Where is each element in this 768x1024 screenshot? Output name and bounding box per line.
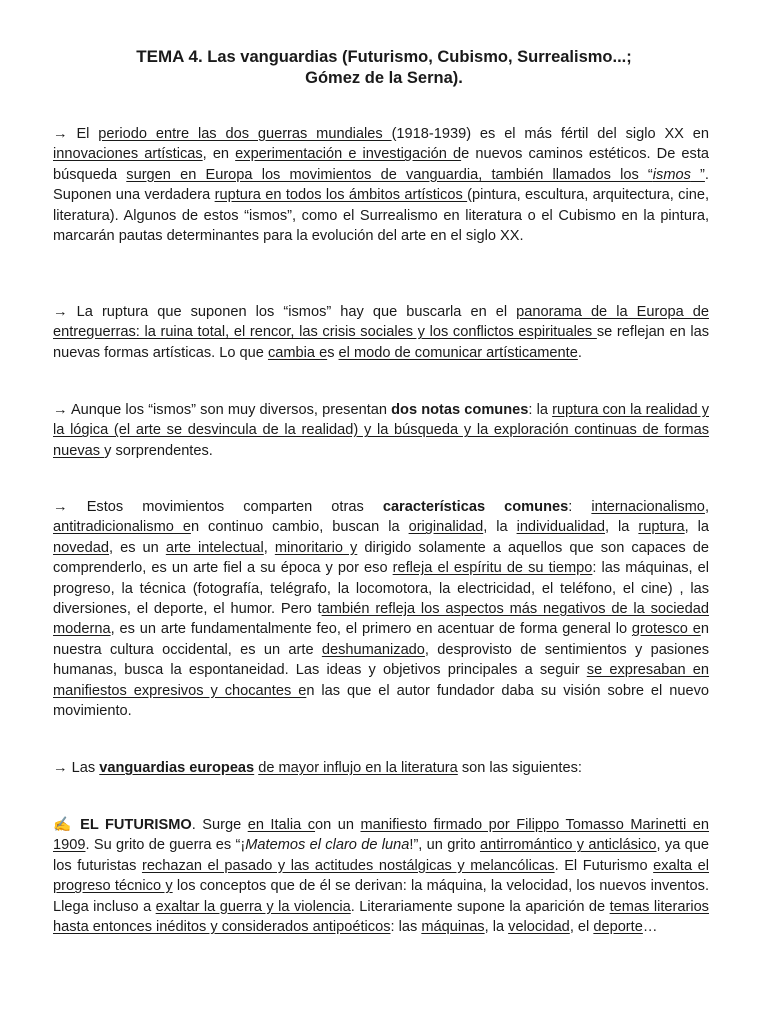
- title-line1: Las vanguardias (Futurismo, Cubismo, Surrealismo...;: [202, 48, 632, 66]
- text-span: surgen en Europa los movimientos de vanguardia, también llamados los “: [126, 166, 653, 183]
- text-span: . Literariamente supone la aparición de: [350, 898, 610, 915]
- text-span: Aunque los “ismos” son muy diversos, presentan: [70, 402, 392, 418]
- underlined-text: periodo entre las dos guerras mundiales: [98, 126, 392, 142]
- paragraph-futurismo: [53, 815, 709, 937]
- text-span: , ya que los futuristas: [53, 837, 709, 874]
- writing-hand-icon: ✍: [53, 817, 81, 833]
- text-span: , la: [483, 519, 517, 536]
- underlined-text: se expresaban en manifiestos expresivos y chocantes e: [53, 662, 709, 699]
- underlined-text: velocidad: [508, 919, 570, 936]
- text-span: (1918-1939) es el más fértil del siglo XX en: [391, 126, 710, 142]
- bold-text: EL FUTURISMO: [80, 817, 192, 833]
- underlined-text: ruptura: [638, 519, 685, 536]
- text-span: : las máquinas, el progreso, la técnica (fotografía, telégrafo, la locomotora, la electricidad, el teléfono, el cine) , las diversiones, el deporte, el humor. Pero t: [53, 560, 710, 618]
- text-span: ,: [704, 499, 709, 515]
- arrow-bullet-icon: →: [53, 304, 77, 320]
- underlined-text: antitradicionalismo e: [53, 519, 191, 536]
- paragraph-ruptura: [53, 302, 709, 363]
- underlined-text: originalidad: [408, 519, 484, 536]
- text-span: dirigido solamente a aquellos que son capaces de comprenderlo, es un arte fiel a su época y por eso: [53, 539, 709, 577]
- underlined-text: experimentación e investigación d: [235, 146, 462, 163]
- text-span: El: [76, 126, 99, 142]
- text-span: los conceptos que de él se derivan: la máquina, la velocidad, los nuevos inventos. Llega incluso a: [53, 878, 710, 915]
- paragraph-caracteristicas: [53, 497, 709, 721]
- text-span: , la: [605, 519, 639, 536]
- underlined-text: ruptura en todos los ámbitos artísticos: [214, 187, 468, 204]
- underlined-text: internacionalismo: [591, 499, 705, 515]
- title-line2: Gómez de la Serna).: [305, 69, 463, 87]
- underlined-text: panorama de la Europa de entreguerras: la ruina total, el rencor, las crisis sociales y los conflictos espirituales: [53, 304, 709, 341]
- text-span: : las: [390, 919, 422, 936]
- text-span: son las siguientes:: [457, 760, 582, 776]
- text-span: .: [577, 344, 582, 361]
- underlined-text: ambién refleja los aspectos más negativos de la sociedad moderna: [53, 601, 709, 638]
- arrow-bullet-icon: →: [53, 402, 71, 418]
- underlined-text: refleja el espíritu de su tiempo: [392, 560, 593, 577]
- underlined-text: arte intelectual: [165, 539, 264, 556]
- text-span: : la: [528, 402, 553, 418]
- paragraph-intro: [53, 124, 709, 246]
- arrow-bullet-icon: →: [53, 126, 77, 142]
- text-span: n continuo cambio, buscan la: [190, 519, 409, 536]
- italic-text: ismos: [652, 166, 691, 183]
- text-span: , es un arte fundamentalmente feo, el primero en acentuar de forma general lo: [110, 621, 632, 638]
- text-span: n las que el autor fundador daba su visión sobre el nuevo movimiento.: [53, 682, 709, 720]
- text-span: , en: [202, 146, 236, 163]
- underlined-text: grotesco e: [631, 621, 701, 638]
- underlined-text: deshumanizado: [321, 641, 425, 658]
- text-span: e nuevos caminos estéticos. De esta búsqueda: [53, 146, 709, 183]
- underlined-text: de mayor influjo en la literatura: [258, 760, 458, 776]
- italic-text: Matemos el claro de luna: [245, 837, 410, 854]
- underlined-text: innovaciones artísticas: [53, 146, 203, 163]
- text-span: . El Futurismo: [554, 857, 654, 874]
- page-title: [0, 46, 768, 89]
- underlined-text: exaltar la guerra y la violencia: [155, 898, 351, 915]
- underlined-text: rechazan el pasado y las actitudes nostálgicas y melancólicas: [141, 857, 555, 874]
- underlined-text: ruptura con la realidad y la lógica (el arte se desvincula de la realidad) y la búsqueda y la exploración continuas de formas nuevas: [53, 402, 709, 459]
- underlined-text: máquinas: [421, 919, 485, 936]
- text-span: s: [327, 344, 339, 361]
- text-span: . Suponen una verdadera: [53, 166, 709, 204]
- underlined-text: minoritario y: [274, 539, 358, 556]
- text-span: . Surge: [191, 817, 248, 833]
- paragraph-vanguardias-list-intro: [53, 758, 709, 778]
- underlined-text: temas literarios hasta entonces inéditos y considerados antipoéticos: [53, 898, 709, 936]
- text-span: …: [642, 919, 658, 936]
- underlined-text: antirromántico y anticlásico: [479, 837, 657, 854]
- bold-text: características comunes: [382, 499, 569, 515]
- text-span: ,: [263, 539, 275, 556]
- text-span: !”, un grito: [409, 837, 480, 854]
- bold-underlined-text: vanguardias europeas: [99, 760, 255, 776]
- text-span: Estos movimientos comparten otras: [86, 499, 383, 515]
- arrow-bullet-icon: →: [53, 499, 87, 515]
- text-span: n nuestra cultura occidental, es un arte: [53, 621, 709, 658]
- underlined-text: individualidad: [516, 519, 606, 536]
- underlined-text: cambia e: [267, 344, 328, 361]
- text-span: , la: [684, 519, 709, 536]
- underlined-text: en Italia c: [247, 817, 316, 833]
- underlined-text: manifiesto firmado por Filippo Tomasso Marinetti en 1909: [53, 817, 710, 854]
- text-span: y sorprendentes.: [104, 442, 213, 459]
- text-span: La ruptura que suponen los “ismos” hay que buscarla en el: [76, 304, 517, 320]
- text-span: , la: [484, 919, 509, 936]
- text-span: . Su grito de guerra es “¡: [85, 837, 246, 854]
- text-span: :: [568, 499, 592, 515]
- underlined-text: deporte: [593, 919, 643, 936]
- underlined-text: novedad: [53, 539, 109, 556]
- text-span: Las: [71, 760, 100, 776]
- text-span: on un: [315, 817, 361, 833]
- arrow-bullet-icon: →: [53, 760, 72, 776]
- text-span: se reflejan en las nuevas formas artísticas. Lo que: [53, 324, 709, 361]
- paragraph-notas-comunes: [53, 400, 709, 461]
- underlined-text: [126, 167, 705, 183]
- text-span: , desprovisto de sentimientos y pasiones humanas, busca la espontaneidad. Las ideas y objetivos principales a seguir: [53, 641, 709, 679]
- text-span: (pintura, escultura, arquitectura, cine, literatura). Algunos de estos “ismos”, como el Surrealismo en literatura o el Cubismo en la pintura, marcarán pautas determinantes para la evolución del arte en el siglo XX.: [53, 187, 709, 245]
- bold-text: dos notas comunes: [391, 402, 529, 418]
- title-topic-number: TEMA 4.: [136, 47, 203, 66]
- underlined-text: exalta el progreso técnico y: [53, 857, 709, 895]
- text-span: ”: [690, 166, 705, 183]
- underlined-text: el modo de comunicar artísticamente: [338, 344, 578, 361]
- text-span: , es un: [109, 539, 166, 556]
- text-span: , el: [569, 919, 594, 936]
